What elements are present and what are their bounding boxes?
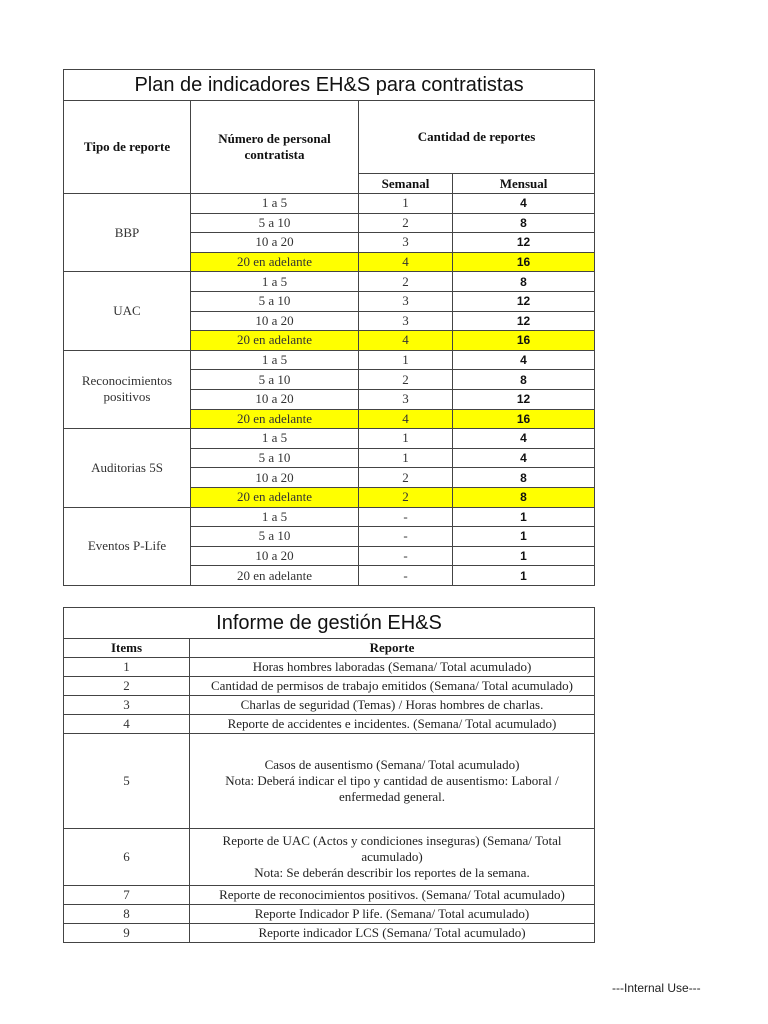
item-number: 8 [64, 905, 190, 924]
informe-row [64, 886, 595, 905]
semanal-cell: - [359, 546, 453, 566]
reporte-line: Horas hombres laboradas (Semana/ Total acumulado) [252, 659, 532, 674]
item-number: 5 [64, 734, 190, 829]
informe-row [64, 658, 595, 677]
mensual-cell: 4 [453, 350, 595, 370]
rango-cell: 10 a 20 [191, 311, 359, 331]
informe-row [64, 715, 595, 734]
mensual-cell: 4 [453, 448, 595, 468]
semanal-cell: 1 [359, 350, 453, 370]
semanal-cell: 4 [359, 331, 453, 351]
semanal-cell: 4 [359, 252, 453, 272]
rango-cell: 20 en adelante [191, 409, 359, 429]
semanal-cell: - [359, 566, 453, 586]
header-reporte: Reporte [190, 639, 595, 658]
semanal-cell: 4 [359, 409, 453, 429]
item-number: 6 [64, 829, 190, 886]
informe-row [64, 696, 595, 715]
reporte-cell [190, 715, 595, 734]
mensual-cell: 1 [453, 566, 595, 586]
reporte-line: Reporte de UAC (Actos y condiciones inseguras) (Semana/ Total acumulado) [222, 833, 562, 864]
mensual-cell: 8 [453, 213, 595, 233]
header-tipo-reporte: Tipo de reporte [64, 101, 191, 194]
plan-row [64, 272, 595, 292]
rango-cell: 1 a 5 [191, 272, 359, 292]
header-semanal: Semanal [359, 174, 453, 194]
mensual-cell: 12 [453, 389, 595, 409]
mensual-cell: 8 [453, 468, 595, 488]
rango-cell: 1 a 5 [191, 507, 359, 527]
reporte-cell [190, 658, 595, 677]
rango-cell: 20 en adelante [191, 331, 359, 351]
semanal-cell: 1 [359, 429, 453, 449]
reporte-cell [190, 734, 595, 829]
tipo-reporte-cell: Auditorias 5S [64, 429, 191, 507]
semanal-cell: - [359, 507, 453, 527]
reporte-line: Reporte de accidentes e incidentes. (Semana/ Total acumulado) [227, 716, 557, 731]
rango-cell: 1 a 5 [191, 429, 359, 449]
tipo-reporte-cell: UAC [64, 272, 191, 350]
header-mensual: Mensual [453, 174, 595, 194]
plan-row [64, 194, 595, 214]
informe-row [64, 924, 595, 943]
reporte-line: Reporte de reconocimientos positivos. (Semana/ Total acumulado) [219, 887, 565, 902]
item-number: 1 [64, 658, 190, 677]
reporte-cell [190, 829, 595, 886]
item-number: 2 [64, 677, 190, 696]
rango-cell: 1 a 5 [191, 350, 359, 370]
reporte-line: Reporte indicador LCS (Semana/ Total acumulado) [258, 925, 526, 940]
mensual-cell: 16 [453, 252, 595, 272]
rango-cell: 1 a 5 [191, 194, 359, 214]
informe-row [64, 677, 595, 696]
rango-cell: 10 a 20 [191, 546, 359, 566]
plan-row [64, 350, 595, 370]
semanal-cell: 3 [359, 233, 453, 253]
mensual-cell: 1 [453, 527, 595, 547]
plan-row [64, 429, 595, 449]
semanal-cell: 2 [359, 487, 453, 507]
item-number: 3 [64, 696, 190, 715]
mensual-cell: 4 [453, 194, 595, 214]
rango-cell: 20 en adelante [191, 566, 359, 586]
header-items: Items [64, 639, 190, 658]
tipo-reporte-cell: Eventos P-Life [64, 507, 191, 585]
item-number: 9 [64, 924, 190, 943]
semanal-cell: 3 [359, 291, 453, 311]
reporte-cell [190, 696, 595, 715]
rango-cell: 10 a 20 [191, 233, 359, 253]
mensual-cell: 8 [453, 487, 595, 507]
semanal-cell: 3 [359, 389, 453, 409]
rango-cell: 5 a 10 [191, 370, 359, 390]
semanal-cell: 1 [359, 194, 453, 214]
header-numero-personal: Número de personal contratista [191, 101, 359, 194]
mensual-cell: 16 [453, 409, 595, 429]
rango-cell: 20 en adelante [191, 252, 359, 272]
semanal-cell: 2 [359, 213, 453, 233]
rango-cell: 5 a 10 [191, 291, 359, 311]
plan-title: Plan de indicadores EH&S para contratistas [64, 70, 595, 101]
rango-cell: 5 a 10 [191, 213, 359, 233]
mensual-cell: 16 [453, 331, 595, 351]
mensual-cell: 8 [453, 370, 595, 390]
mensual-cell: 12 [453, 233, 595, 253]
mensual-cell: 12 [453, 311, 595, 331]
mensual-cell: 1 [453, 546, 595, 566]
tipo-reporte-cell: BBP [64, 194, 191, 272]
item-number: 7 [64, 886, 190, 905]
reporte-cell [190, 886, 595, 905]
rango-cell: 5 a 10 [191, 527, 359, 547]
informe-row [64, 829, 595, 886]
mensual-cell: 8 [453, 272, 595, 292]
header-cantidad-reportes: Cantidad de reportes [359, 101, 595, 174]
reporte-line: Casos de ausentismo (Semana/ Total acumulado) [264, 757, 520, 772]
semanal-cell: 2 [359, 272, 453, 292]
plan-row [64, 507, 595, 527]
internal-use-footer: ---Internal Use--- [612, 981, 701, 995]
reporte-line: Charlas de seguridad (Temas) / Horas hombres de charlas. [240, 697, 544, 712]
item-number: 4 [64, 715, 190, 734]
reporte-line: Nota: Se deberán describir los reportes de la semana. [254, 865, 530, 880]
semanal-cell: 2 [359, 370, 453, 390]
rango-cell: 5 a 10 [191, 448, 359, 468]
informe-row [64, 905, 595, 924]
mensual-cell: 1 [453, 507, 595, 527]
reporte-cell [190, 677, 595, 696]
informe-gestion-table [63, 607, 595, 943]
informe-row [64, 734, 595, 829]
informe-title: Informe de gestión EH&S [64, 608, 595, 639]
semanal-cell: 1 [359, 448, 453, 468]
rango-cell: 10 a 20 [191, 389, 359, 409]
reporte-cell [190, 905, 595, 924]
reporte-line: Nota: Deberá indicar el tipo y cantidad de ausentismo: Laboral / enfermedad general. [225, 773, 559, 804]
semanal-cell: 2 [359, 468, 453, 488]
rango-cell: 20 en adelante [191, 487, 359, 507]
reporte-cell [190, 924, 595, 943]
semanal-cell: 3 [359, 311, 453, 331]
plan-indicadores-table [63, 69, 595, 586]
tipo-reporte-cell: Reconocimientos positivos [64, 350, 191, 428]
reporte-line: Cantidad de permisos de trabajo emitidos (Semana/ Total acumulado) [210, 678, 574, 693]
mensual-cell: 12 [453, 291, 595, 311]
rango-cell: 10 a 20 [191, 468, 359, 488]
semanal-cell: - [359, 527, 453, 547]
mensual-cell: 4 [453, 429, 595, 449]
reporte-line: Reporte Indicador P life. (Semana/ Total acumulado) [254, 906, 530, 921]
